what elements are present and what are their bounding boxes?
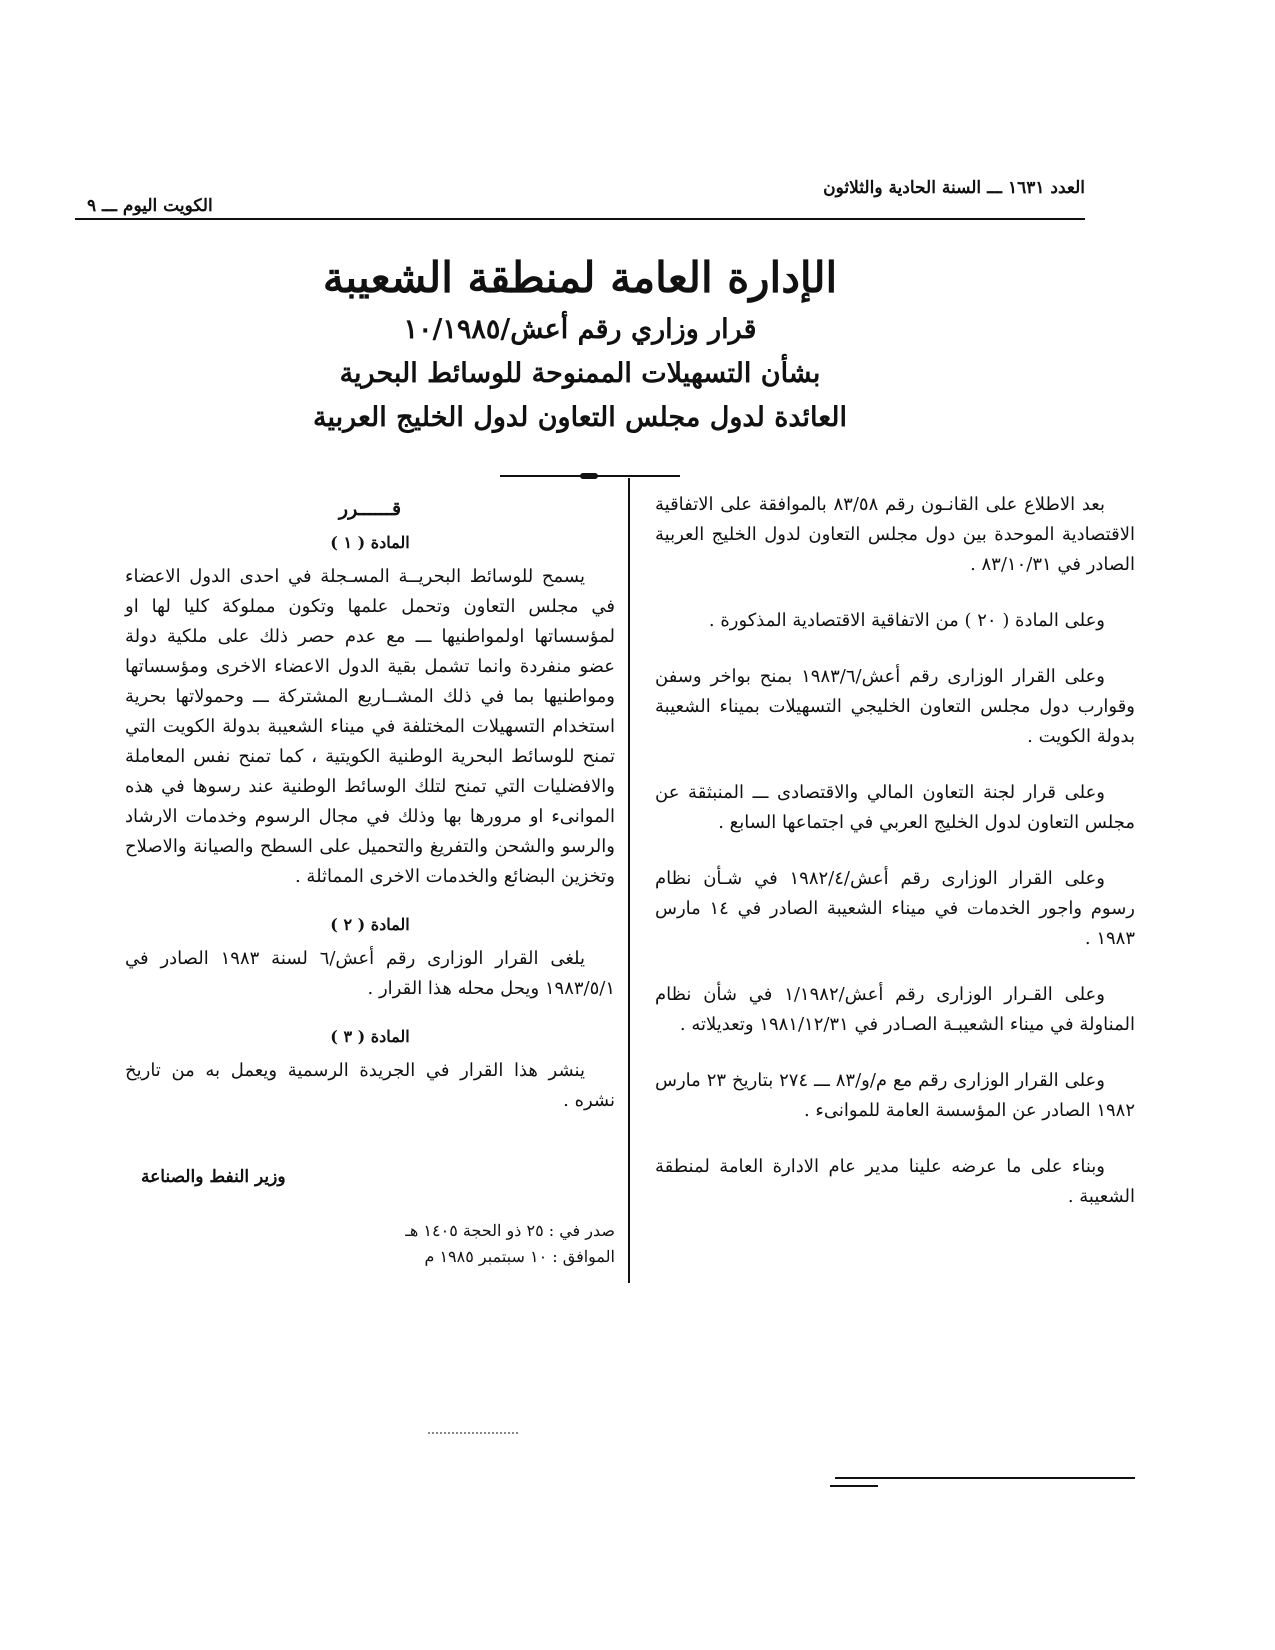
article-1-title: المادة ( ١ ) xyxy=(330,533,410,552)
issue-date-block xyxy=(125,1218,615,1270)
title-block xyxy=(75,248,1085,440)
column-divider xyxy=(628,478,630,1283)
signatory: وزير النفط والصناعة xyxy=(141,1167,286,1187)
article-2-title: المادة ( ٢ ) xyxy=(330,915,410,934)
divider-ornament xyxy=(580,473,598,479)
preamble-paragraph: وعلى القرار الوزارى رقم أعش/١٩٨٢/٤ في شـأن نظام رسوم واجور الخدمات في ميناء الشعيبة الصادر في ١٤ مارس ١٩٨٣ . xyxy=(655,868,1135,949)
issue-info: العدد ١٦٣١ ـــ السنة الحادية والثلاثون xyxy=(823,178,1085,198)
department-title: الإدارة العامة لمنطقة الشعيبة xyxy=(322,253,838,302)
preamble-paragraph: وبناء على ما عرضه علينا مدير عام الادارة العامة لمنطقة الشعيبة . xyxy=(655,1156,1135,1207)
preamble-paragraph: وعلى قرار لجنة التعاون المالي والاقتصادى ـــ المنبثقة عن مجلس التعاون لدول الخليج العربي في اجتماعها السابع . xyxy=(655,782,1135,833)
decree-subject-line-1: بشأن التسهيلات الممنوحة للوسائط البحرية xyxy=(339,358,821,389)
preamble-paragraph: وعلى القرار الوزارى رقم مع م/و/٨٣ ـــ ٢٧٤ بتاريخ ٢٣ مارس ١٩٨٢ الصادر عن المؤسسة العامة للموانىء . xyxy=(655,1070,1135,1121)
preamble-column xyxy=(655,490,1135,1238)
issue-date-gregorian: الموافق : ١٠ سبتمبر ١٩٨٥ م xyxy=(424,1247,615,1266)
preamble-paragraph: وعلى القـرار الوزارى رقم أعش/١/١٩٨٢ في شأن نظام المناولة في ميناء الشعيبـة الصـادر في ١٩٨١/١٢/٣١ وتعديلاته . xyxy=(655,984,1135,1035)
footer-rule xyxy=(835,1477,1135,1479)
decree-number: قرار وزاري رقم أعش/١٠/١٩٨٥ xyxy=(403,314,757,345)
decree-heading: قــــــرر xyxy=(338,498,402,520)
preamble-paragraph: وعلى القرار الوزارى رقم أعش/١٩٨٣/٦ بمنح بواخر وسفن وقوارب دول مجلس التعاون الخليجي التسهيلات بميناء الشعيبة بدولة الكويت . xyxy=(655,666,1135,747)
preamble-paragraph: بعد الاطلاع على القانـون رقم ٨٣/٥٨ بالموافقة على الاتفاقية الاقتصادية الموحدة بين دول مجلس التعاون لدول الخليج العربية الصادر في ٨٣/١٠/٣١ . xyxy=(655,494,1135,575)
article-3-title: المادة ( ٣ ) xyxy=(330,1027,410,1046)
scan-artifact xyxy=(428,1432,518,1434)
article-2-text: يلغى القرار الوزارى رقم أعش/٦ لسنة ١٩٨٣ الصادر في ١٩٨٣/٥/١ ويحل محله هذا القرار . xyxy=(125,948,615,999)
title-divider xyxy=(500,475,680,477)
issue-date-hijri: صدر في : ٢٥ ذو الحجة ١٤٠٥ هـ xyxy=(405,1221,615,1240)
decree-subject-line-2: العائدة لدول مجلس التعاون لدول الخليج العربية xyxy=(312,402,848,433)
running-header xyxy=(75,176,1085,220)
decree-column xyxy=(125,490,615,1270)
paper-name-page: الكويت اليوم ـــ ٩ xyxy=(87,196,213,216)
article-3-text: ينشر هذا القرار في الجريدة الرسمية ويعمل به من تاريخ نشره . xyxy=(125,1060,615,1111)
article-1-text: يسمح للوسائط البحريــة المسـجلة في احدى الدول الاعضاء في مجلس التعاون وتحمل علمها وتكون مملوكة كليا لها او لمؤسساتها اولمواطنيها ـــ مع عدم حصر ذلك على ملكية دولة عضو منفردة وانما تشمل بقية الدول الاعضاء الاخرى ومؤسساتها ومواطنيها بما في ذلك المشــاريع المشتركة ـــ وحمولاتها بحرية استخدام التسهيلات المختلفة في ميناء الشعيبة بدولة الكويت التي تمنح للوسائط البحرية الوطنية الكويتية ، كما تمنح نفس المعاملة والافضليات التي تمنح لتلك الوسائط الوطنية عند رسوها في هذه الموانىء او مرورها بها وذلك في مجال الرسوم وخدمات الارشاد والرسو والشحن والتفريغ والتحميل على السطح والصيانة والاصلاح وتخزين البضائع والخدمات الاخرى المماثلة . xyxy=(125,566,615,887)
footer-rule-short xyxy=(830,1485,878,1487)
preamble-paragraph: وعلى المادة ( ٢٠ ) من الاتفاقية الاقتصادية المذكورة . xyxy=(708,610,1105,631)
